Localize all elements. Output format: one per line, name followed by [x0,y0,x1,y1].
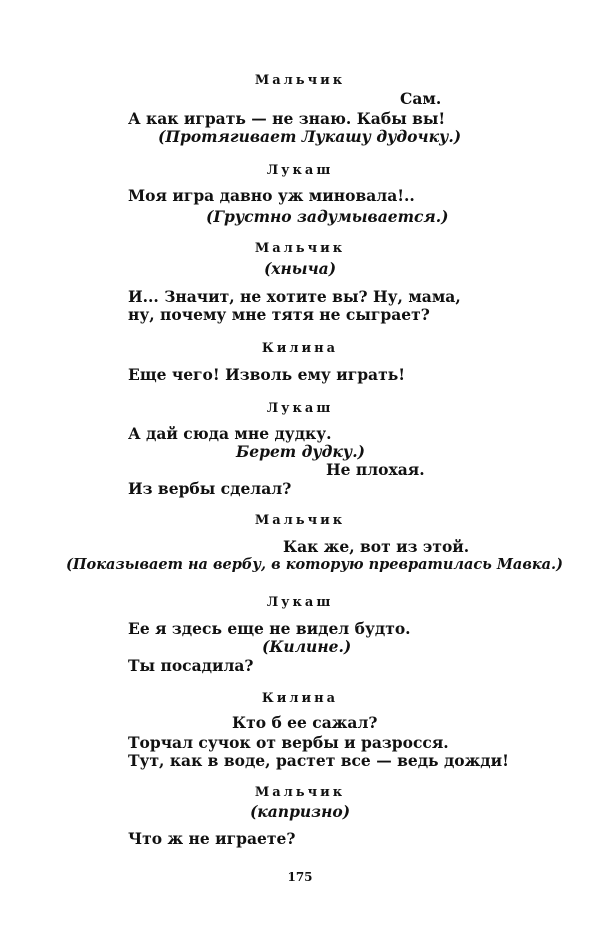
stage-direction: (Грустно задумывается.) [206,207,449,226]
dialogue-line: А как играть — не знаю. Кабы вы! [128,109,446,128]
dialogue-line: Не плохая. [326,460,425,479]
page-number: 175 [287,870,313,884]
stage-direction: (Килине.) [262,637,352,656]
stage-direction: (Протягивает Лукашу дудочку.) [158,127,462,146]
speaker-name: Килина [261,691,339,706]
dialogue-line: Сам. [400,89,442,108]
dialogue-line: Кто б ее сажал? [232,713,378,732]
speaker-name: Мальчик [254,73,346,88]
stage-direction: (Показывает на вербу, в которую превратилась Мавка.) [66,556,563,573]
speaker-name: Мальчик [254,785,346,800]
dialogue-line: Торчал сучок от вербы и разросся. [128,733,449,752]
speaker-name: Мальчик [254,241,346,256]
dialogue-line: Еще чего! Изволь ему играть! [128,365,406,384]
dialogue-line: Что ж не играете? [128,829,296,848]
speaker-name: Лукаш [266,595,334,610]
stage-direction: Берет дудку.) [236,442,365,461]
dialogue-line: Как же, вот из этой. [283,537,470,556]
dialogue-line: Тут, как в воде, растет все — ведь дожди! [128,751,509,770]
speaker-name: Килина [261,341,339,356]
speaker-name: Мальчик [254,513,346,528]
dialogue-line: И... Значит, не хотите вы? Ну, мама, [128,287,461,306]
speaker-name: Лукаш [266,163,334,178]
stage-direction: (хныча) [263,259,337,278]
dialogue-line: А дай сюда мне дудку. [128,424,332,443]
stage-direction: (капризно) [249,802,351,821]
dialogue-line: Ты посадила? [128,656,254,675]
speaker-name: Лукаш [266,401,334,416]
dialogue-line: Из вербы сделал? [128,479,292,498]
dialogue-line: ну, почему мне тятя не сыграет? [128,305,430,324]
dialogue-line: Моя игра давно уж миновала!.. [128,186,415,205]
dialogue-line: Ее я здесь еще не видел будто. [128,619,411,638]
